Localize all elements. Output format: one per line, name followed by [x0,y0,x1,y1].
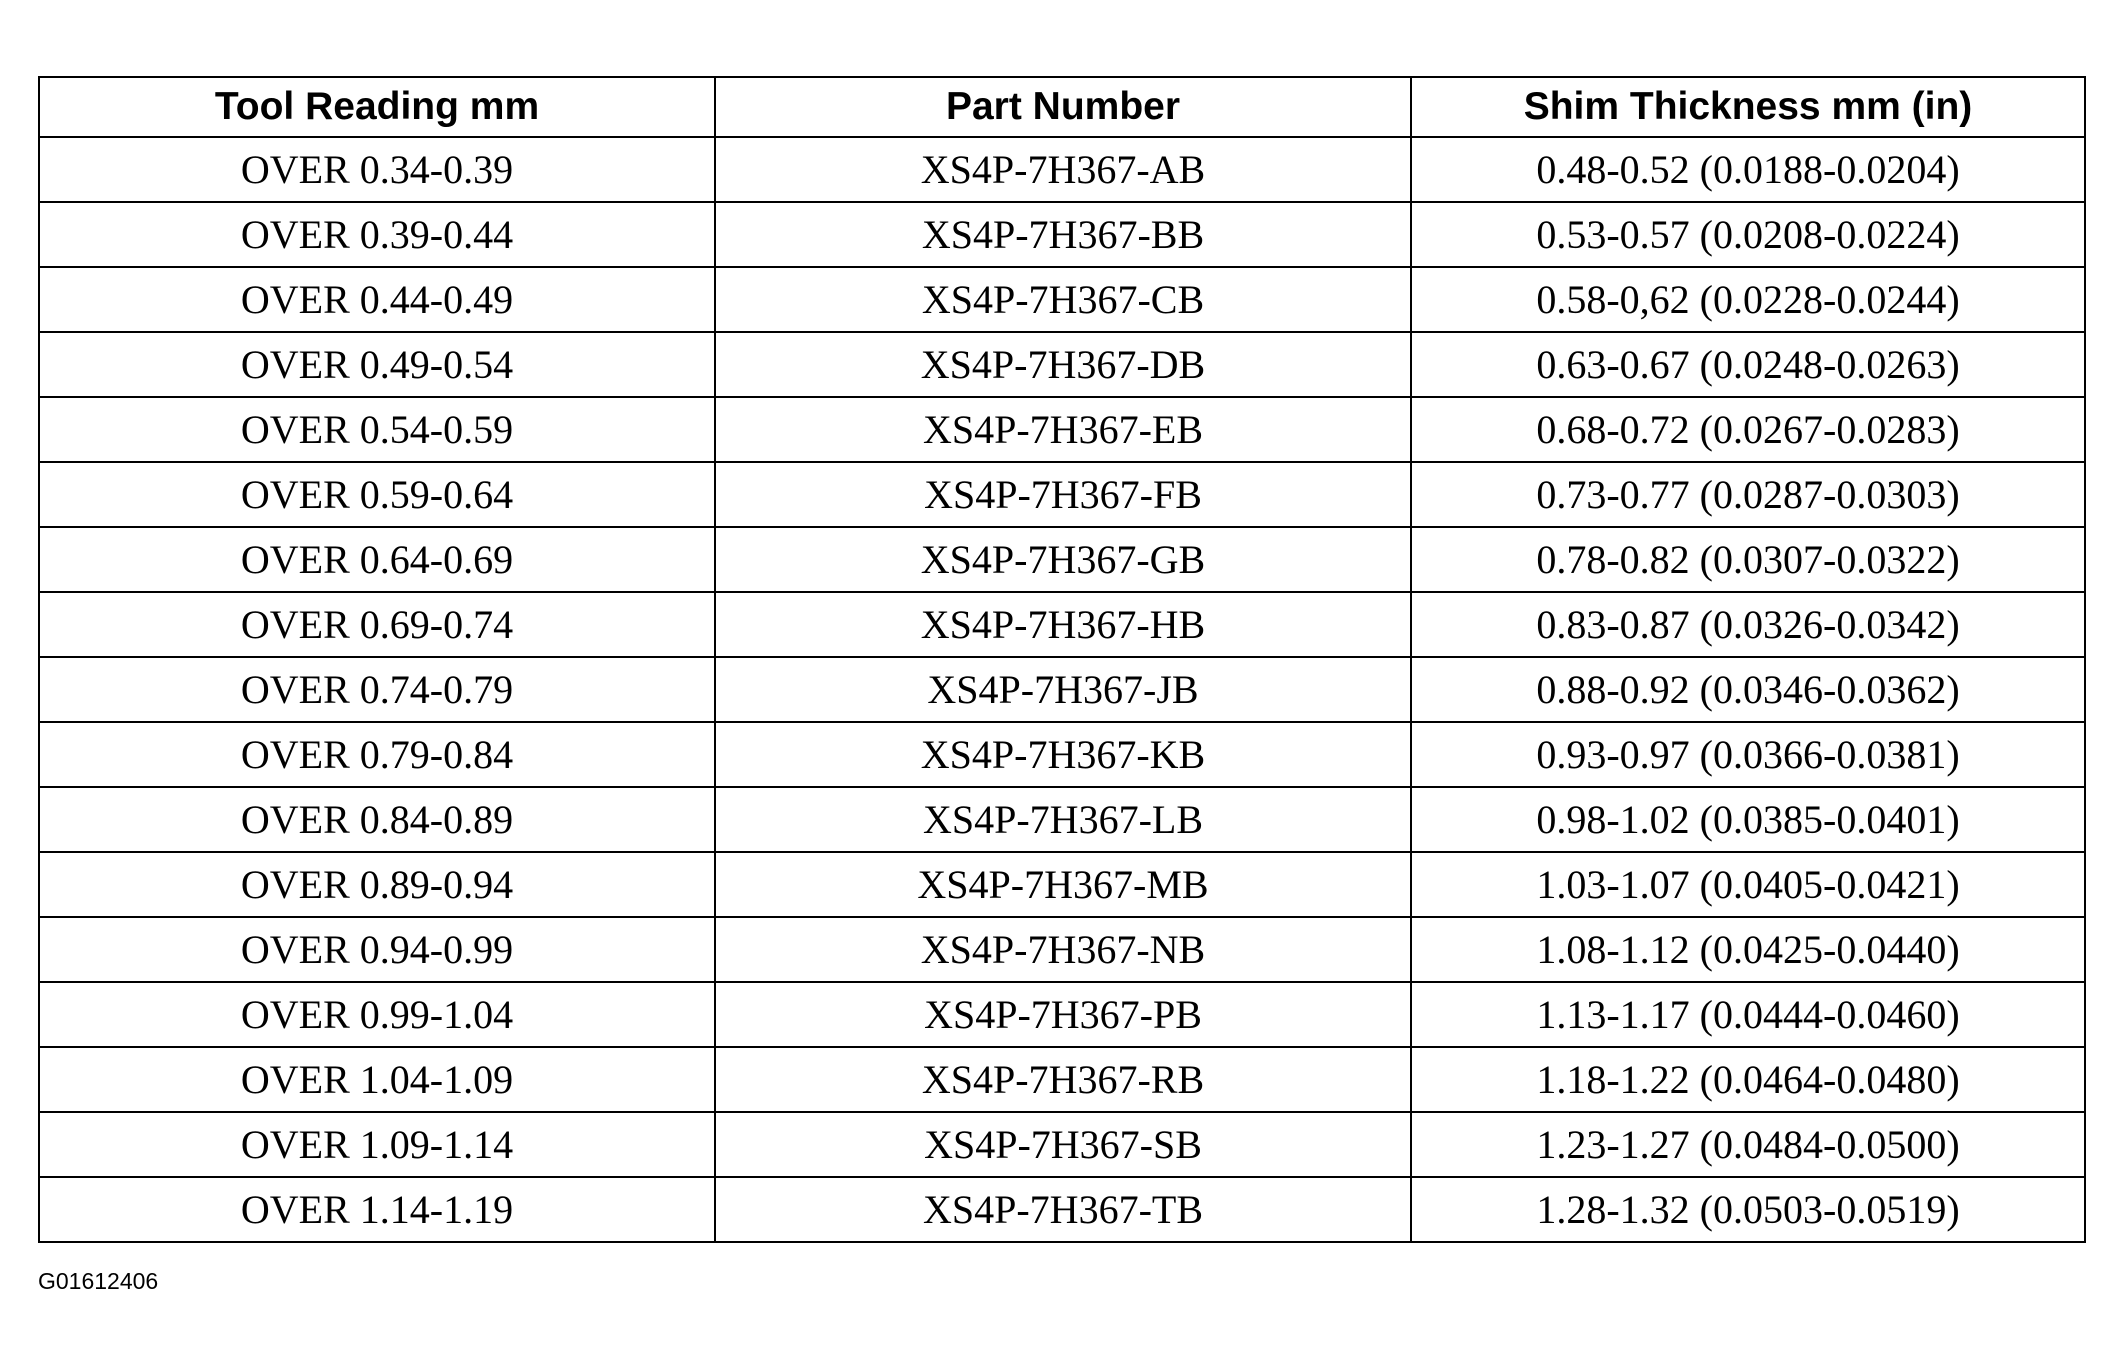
cell-shim-thickness: 1.13-1.17 (0.0444-0.0460) [1411,982,2085,1047]
cell-part-number: XS4P-7H367-PB [715,982,1411,1047]
table-row [39,332,2085,397]
cell-shim-thickness: 1.28-1.32 (0.0503-0.0519) [1411,1177,2085,1242]
cell-tool-reading: OVER 0.39-0.44 [39,202,715,267]
cell-shim-thickness: 0.78-0.82 (0.0307-0.0322) [1411,527,2085,592]
cell-tool-reading: OVER 0.34-0.39 [39,137,715,202]
cell-tool-reading: OVER 0.69-0.74 [39,592,715,657]
table-row [39,1047,2085,1112]
cell-shim-thickness: 0.48-0.52 (0.0188-0.0204) [1411,137,2085,202]
header-shim-thickness: Shim Thickness mm (in) [1411,77,2085,137]
table-row [39,982,2085,1047]
cell-part-number: XS4P-7H367-DB [715,332,1411,397]
cell-part-number: XS4P-7H367-RB [715,1047,1411,1112]
cell-shim-thickness: 1.23-1.27 (0.0484-0.0500) [1411,1112,2085,1177]
figure-id: G01612406 [38,1268,159,1294]
cell-tool-reading: OVER 0.99-1.04 [39,982,715,1047]
table-row [39,592,2085,657]
shim-selection-table-container [38,76,2084,1243]
cell-tool-reading: OVER 0.54-0.59 [39,397,715,462]
header-tool-reading: Tool Reading mm [39,77,715,137]
table-row [39,137,2085,202]
table-row [39,527,2085,592]
cell-part-number: XS4P-7H367-KB [715,722,1411,787]
cell-tool-reading: OVER 0.89-0.94 [39,852,715,917]
cell-shim-thickness: 0.63-0.67 (0.0248-0.0263) [1411,332,2085,397]
table-row [39,787,2085,852]
cell-tool-reading: OVER 1.14-1.19 [39,1177,715,1242]
shim-selection-table [38,76,2086,1243]
cell-part-number: XS4P-7H367-LB [715,787,1411,852]
cell-tool-reading: OVER 0.84-0.89 [39,787,715,852]
cell-tool-reading: OVER 0.94-0.99 [39,917,715,982]
cell-shim-thickness: 0.88-0.92 (0.0346-0.0362) [1411,657,2085,722]
cell-part-number: XS4P-7H367-CB [715,267,1411,332]
table-row [39,1112,2085,1177]
table-row [39,202,2085,267]
table-header-row [39,77,2085,137]
cell-part-number: XS4P-7H367-TB [715,1177,1411,1242]
cell-shim-thickness: 1.08-1.12 (0.0425-0.0440) [1411,917,2085,982]
cell-tool-reading: OVER 0.79-0.84 [39,722,715,787]
cell-tool-reading: OVER 0.74-0.79 [39,657,715,722]
table-row [39,1177,2085,1242]
cell-tool-reading: OVER 1.09-1.14 [39,1112,715,1177]
cell-shim-thickness: 0.98-1.02 (0.0385-0.0401) [1411,787,2085,852]
cell-part-number: XS4P-7H367-EB [715,397,1411,462]
cell-shim-thickness: 0.58-0,62 (0.0228-0.0244) [1411,267,2085,332]
cell-shim-thickness: 0.83-0.87 (0.0326-0.0342) [1411,592,2085,657]
cell-shim-thickness: 1.03-1.07 (0.0405-0.0421) [1411,852,2085,917]
cell-shim-thickness: 0.93-0.97 (0.0366-0.0381) [1411,722,2085,787]
table-row [39,397,2085,462]
table-row [39,917,2085,982]
table-row [39,852,2085,917]
cell-part-number: XS4P-7H367-GB [715,527,1411,592]
cell-part-number: XS4P-7H367-NB [715,917,1411,982]
table-row [39,462,2085,527]
cell-tool-reading: OVER 0.59-0.64 [39,462,715,527]
cell-part-number: XS4P-7H367-HB [715,592,1411,657]
cell-shim-thickness: 0.73-0.77 (0.0287-0.0303) [1411,462,2085,527]
table-row [39,267,2085,332]
cell-shim-thickness: 0.68-0.72 (0.0267-0.0283) [1411,397,2085,462]
cell-part-number: XS4P-7H367-SB [715,1112,1411,1177]
cell-part-number: XS4P-7H367-AB [715,137,1411,202]
cell-part-number: XS4P-7H367-FB [715,462,1411,527]
cell-shim-thickness: 1.18-1.22 (0.0464-0.0480) [1411,1047,2085,1112]
cell-part-number: XS4P-7H367-MB [715,852,1411,917]
cell-tool-reading: OVER 0.44-0.49 [39,267,715,332]
table-row [39,657,2085,722]
cell-shim-thickness: 0.53-0.57 (0.0208-0.0224) [1411,202,2085,267]
cell-tool-reading: OVER 0.64-0.69 [39,527,715,592]
cell-tool-reading: OVER 0.49-0.54 [39,332,715,397]
header-part-number: Part Number [715,77,1411,137]
table-row [39,722,2085,787]
cell-part-number: XS4P-7H367-BB [715,202,1411,267]
cell-part-number: XS4P-7H367-JB [715,657,1411,722]
cell-tool-reading: OVER 1.04-1.09 [39,1047,715,1112]
table-body [39,137,2085,1242]
